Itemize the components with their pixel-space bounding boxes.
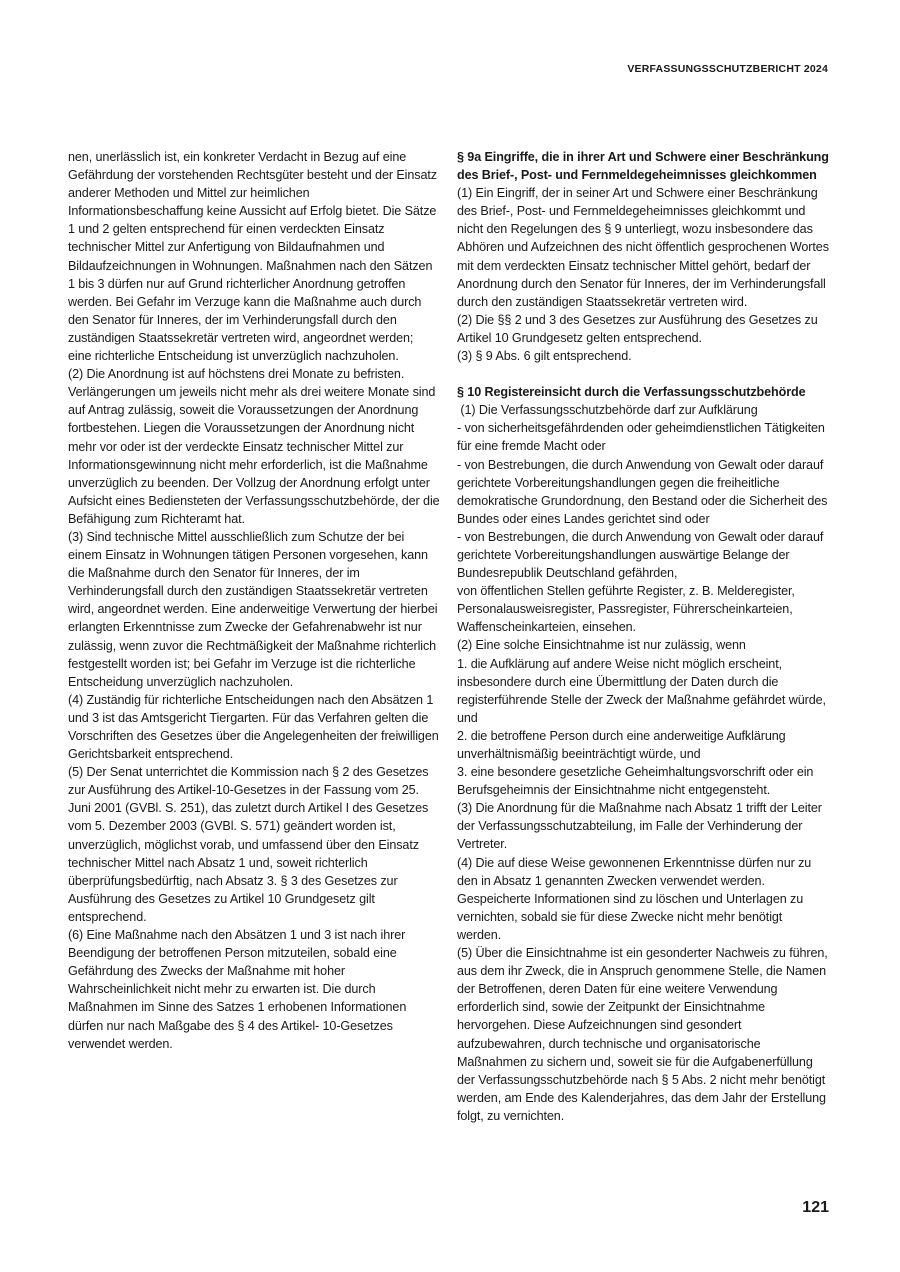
paragraph: - von Bestrebungen, die durch Anwendung von Gewalt oder darauf gerichtete Vorbereitungshandlungen gegen die freiheitliche demokratische Grundordnung, den Bestand oder die Sicherheit des Bundes oder eines Landes gerichtet sind oder: [457, 457, 828, 526]
right-column: [457, 148, 829, 1125]
section-spacer: [457, 365, 829, 383]
paragraph: nen, unerlässlich ist, ein konkreter Verdacht in Bezug auf eine Gefährdung der vorstehenden Rechtsgüter besteht und der Einsatz anderer Methoden und Mittel zur heimlichen Informationsbeschaffung keine Aussicht auf Erfolg bietet. Die Sätze 1 und 2 gelten entsprechend für einen verdeckten Einsatz technischer Mittel zur Anfertigung von Bildaufnahmen und Bildaufzeichnungen in Wohnungen. Maßnahmen nach den Sätzen 1 bis 3 dürfen nur auf Grund richterlicher Anordnung getroffen werden. Bei Gefahr im Verzuge kann die Maßnahme auch durch den Senator für Inneres, der im Verhinderungsfall durch den zuständigen Staatssekretär vertreten wird, angeordnet werden; eine richterliche Entscheidung ist unverzüglich nachzuholen.: [68, 150, 437, 364]
paragraph: 1. die Aufklärung auf andere Weise nicht möglich erscheint, insbesondere durch eine Übermittlung der Daten durch die registerführende Stelle der Zweck der Maßnahme gefährdet würde, und: [457, 656, 826, 725]
paragraph: (4) Zuständig für richterliche Entscheidungen nach den Absätzen 1 und 3 ist das Amtsgericht Tiergarten. Für das Verfahren gelten die Vorschriften des Gesetzes über die Angelegenheiten der freiwilligen Gerichtsbarkeit entsprechend.: [68, 692, 439, 762]
paragraph: (4) Die auf diese Weise gewonnenen Erkenntnisse dürfen nur zu den in Absatz 1 genannten Zwecken verwendet werden. Gespeicherte Informationen sind zu löschen und Unterlagen zu vernichten, sobald sie für diese Zwecke nicht mehr benötigt werden.: [457, 855, 812, 942]
paragraph: (5) Der Senat unterrichtet die Kommission nach § 2 des Gesetzes zur Ausführung des Artikel-10-Gesetzes in der Fassung vom 25. Juni 2001 (GVBl. S. 251), das zuletzt durch Artikel I des Gesetzes vom 5. Dezember 2003 (GVBl. S. 571) geändert worden ist, unverzüglich, möglichst vorab, und umfassend über den Einsatz technischer Mittel nach Absatz 1 und, soweit richterlich überprüfungsbedürftig, nach Absatz 3. § 3 des Gesetzes zur Ausführung des Gesetzes zu Artikel 10 Grundgesetz gilt entsprechend.: [68, 765, 429, 924]
paragraph: - von sicherheitsgefährdenden oder geheimdienstlichen Tätigkeiten für eine fremde Macht oder: [457, 421, 825, 454]
paragraph: (2) Eine solche Einsichtnahme ist nur zulässig, wenn: [457, 638, 746, 653]
paragraph: 2. die betroffene Person durch eine anderweitige Aufklärung unverhältnismäßig beeinträchtigt würde, und: [457, 728, 786, 761]
paragraph: von öffentlichen Stellen geführte Register, z. B. Melderegister, Personalausweisregister, Passregister, Führerscheinkarteien, Waffenscheinkarteien, einsehen.: [457, 584, 795, 635]
paragraph: (6) Eine Maßnahme nach den Absätzen 1 und 3 ist nach ihrer Beendigung der betroffenen Person mitzuteilen, sobald eine Gefährdung des Zwecks der Maßnahme mit hoher Wahrscheinlichkeit nicht mehr zu erwarten ist. Die durch Maßnahmen im Sinne des Satzes 1 erhobenen Informationen dürfen nur nach Maßgabe des § 4 des Artikel- 10-Gesetzes verwendet werden.: [68, 928, 407, 1051]
paragraph: (3) Die Anordnung für die Maßnahme nach Absatz 1 trifft der Leiter der Verfassungsschutzabteilung, im Falle der Verhinderung der Vertreter.: [457, 801, 822, 852]
running-header: VERFASSUNGSSCHUTZBERICHT 2024: [627, 63, 828, 75]
section-heading-10: § 10 Registereinsicht durch die Verfassungsschutzbehörde: [457, 385, 806, 400]
section-heading-9a: § 9a Eingriffe, die in ihrer Art und Schwere einer Beschränkung des Brief-, Post- und Fernmeldegeheimnisses gleichkommen: [457, 150, 829, 183]
paragraph: (3) § 9 Abs. 6 gilt entsprechend.: [457, 349, 632, 364]
paragraph: (3) Sind technische Mittel ausschließlich zum Schutze der bei einem Einsatz in Wohnungen tätigen Personen vorgesehen, kann die Maßnahme durch den Senator für Inneres, der im Verhinderungsfall durch den zuständigen Staatssekretär vertreten wird, angeordnet werden. Eine anderweitige Verwertung der hierbei erlangten Erkenntnisse zum Zwecke der Gefahrenabwehr ist nur zulässig, wenn zuvor die Rechtmäßigkeit der Maßnahme richterlich festgestellt worden ist; bei Gefahr im Verzuge ist die richterliche Entscheidung unverzüglich nachzuholen.: [68, 529, 438, 689]
paragraph: (1) Die Verfassungsschutzbehörde darf zur Aufklärung: [457, 403, 758, 418]
paragraph: (2) Die Anordnung ist auf höchstens drei Monate zu befristen. Verlängerungen um jeweils nicht mehr als drei weitere Monate sind auf Antrag zulässig, soweit die Voraussetzungen der Anordnung fortbestehen. Liegen die Voraussetzungen der Anordnung nicht mehr vor oder ist der verdeckte Einsatz technischer Mittel zur Informationsgewinnung nicht mehr erforderlich, ist die Maßnahme unverzüglich zu beenden. Der Vollzug der Anordnung erfolgt unter Aufsicht eines Bediensteten der Verfassungsschutzbehörde, der die Befähigung zum Richteramt hat.: [68, 367, 440, 526]
left-column: [68, 148, 440, 1053]
paragraph: (2) Die §§ 2 und 3 des Gesetzes zur Ausführung des Gesetzes zu Artikel 10 Grundgesetz gelten entsprechend.: [457, 312, 818, 345]
page-number: 121: [802, 1199, 829, 1216]
paragraph: - von Bestrebungen, die durch Anwendung von Gewalt oder darauf gerichtete Vorbereitungshandlungen auswärtige Belange der Bundesrepublik Deutschland gefährden,: [457, 529, 824, 581]
paragraph: (1) Ein Eingriff, der in seiner Art und Schwere einer Beschränkung des Brief-, Post- und Fernmeldegeheimnisses gleichkommt und nicht den Regelungen des § 9 unterliegt, wozu insbesondere das Abhören und Aufzeichnen des nicht öffentlich gesprochenen Wortes mit dem verdeckten Einsatz technischer Mittel gehört, bedarf der Anordnung durch den Senator für Inneres, der im Verhinderungsfall durch den zuständigen Staatssekretär vertreten wird.: [457, 186, 829, 309]
paragraph: (5) Über die Einsichtnahme ist ein gesonderter Nachweis zu führen, aus dem ihr Zweck, die in Anspruch genommene Stelle, die Namen der Betroffenen, deren Daten für eine weitere Verwendung erforderlich sind, sowie der Zeitpunkt der Einsichtnahme hervorgehen. Diese Aufzeichnungen sind gesondert aufzubewahren, durch technische und organisatorische Maßnahmen zu sichern und, soweit sie für die Aufgabenerfüllung der Verfassungsschutzbehörde nach § 5 Abs. 2 nicht mehr benötigt werden, am Ende des Kalenderjahres, das dem Jahr der Erstellung folgt, zu vernichten.: [457, 946, 828, 1123]
paragraph: 3. eine besondere gesetzliche Geheimhaltungsvorschrift oder ein Berufsgeheimnis der Einsichtnahme nicht entgegensteht.: [457, 765, 814, 798]
